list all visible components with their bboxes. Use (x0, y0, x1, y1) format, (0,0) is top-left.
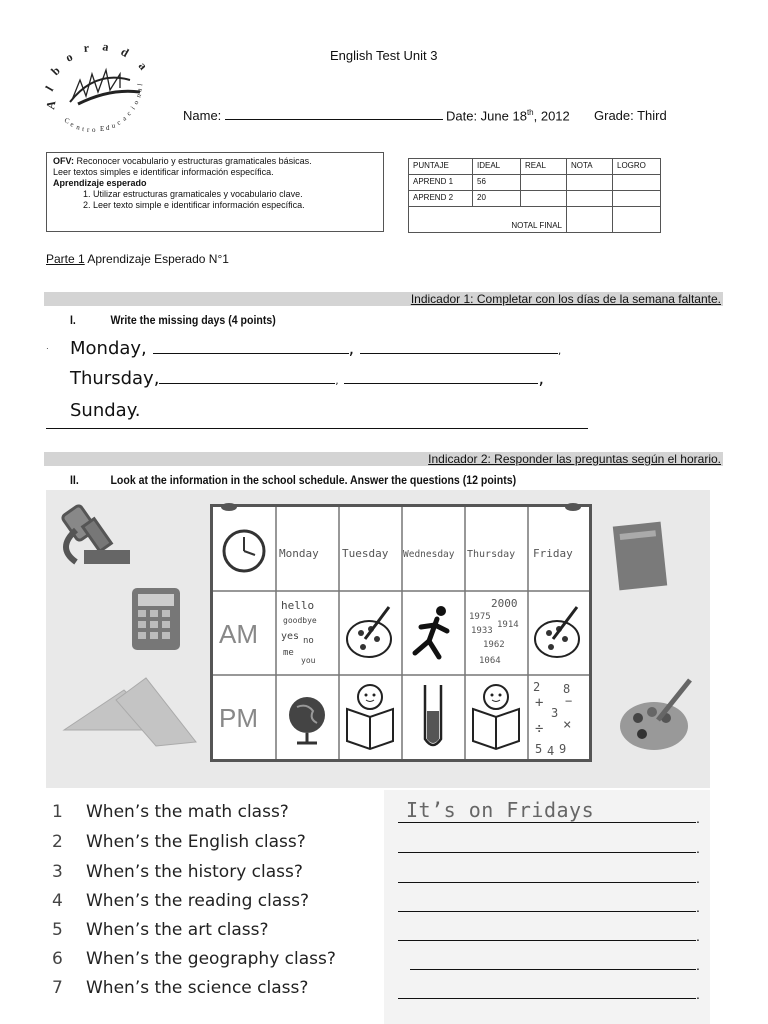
question-text: When’s the reading class? (86, 891, 309, 911)
question-number: 7 (52, 978, 63, 998)
day-blank[interactable] (153, 340, 349, 354)
question-number: 4 (52, 891, 63, 911)
indicator-1-text: Indicador 1: Completar con los días de la semana faltante. (410, 292, 721, 306)
ofv-text-2: Leer textos simples e identificar información específica. (53, 167, 274, 177)
table-cell[interactable] (567, 207, 613, 233)
palette-icon (535, 607, 579, 657)
test-title: English Test Unit 3 (330, 48, 438, 63)
comma: , (538, 368, 545, 389)
pm-label: PM (219, 703, 258, 733)
math-symbol: 4 (547, 744, 555, 758)
schedule-day: Monday (279, 547, 319, 560)
question-text: When’s the history class? (86, 862, 303, 882)
table-cell[interactable] (613, 207, 661, 233)
answer-period: . (696, 899, 700, 915)
date-field (446, 108, 570, 123)
days-line-3 (70, 400, 141, 421)
question-text: When’s the geography class? (86, 949, 336, 969)
english-word: yes (281, 631, 300, 642)
english-word: hello (281, 599, 315, 612)
answer-period: . (696, 840, 700, 856)
calculator-icon (132, 588, 180, 650)
section-2-text: Look at the information in the school schedule. Answer the questions (12 points) (110, 473, 517, 487)
table-header-row (409, 159, 661, 175)
book-icon (613, 522, 667, 591)
english-words (281, 599, 317, 665)
question-text: When’s the art class? (86, 920, 269, 940)
table-cell: APREND 2 (409, 191, 473, 207)
answer-blank[interactable] (398, 998, 696, 999)
section-1-title (70, 313, 276, 327)
question-number: 6 (52, 949, 63, 969)
history-numbers (469, 597, 519, 666)
table-cell: 20 (473, 191, 521, 207)
objective-item: 2. Leer texto simple e identificar información específica. (93, 200, 377, 211)
date-year: , 2012 (533, 108, 570, 124)
table-header: NOTA (567, 159, 613, 175)
table-cell: 56 (473, 175, 521, 191)
globe-icon (289, 697, 325, 743)
answer-blank[interactable] (398, 852, 696, 853)
ofv-label: OFV: (53, 156, 75, 166)
objective-item: 1. Utilizar estructuras gramaticales y vocabulario clave. (93, 189, 377, 200)
microscope-icon (61, 504, 130, 564)
part-label: Parte 1 (46, 252, 85, 266)
grade-field: Grade: Third (594, 108, 667, 123)
palette-icon (620, 680, 690, 750)
date-sup: th (526, 108, 534, 117)
test-tube-icon (425, 685, 441, 745)
ofv-text: Reconocer vocabulario y estructuras gramaticales básicas. (74, 156, 312, 166)
answer-area (384, 790, 710, 1024)
section-1-num: I. (70, 313, 76, 327)
days-line-2 (70, 368, 544, 389)
date-label: Date: June 18 (446, 108, 527, 124)
objectives-list (93, 189, 377, 211)
comma: , (557, 346, 562, 357)
running-person-icon (415, 606, 447, 657)
score-table (408, 158, 661, 233)
indicator-bar-1 (44, 292, 723, 306)
math-symbol: 8 (563, 682, 571, 696)
history-number: 1975 (469, 612, 491, 622)
history-number: 1962 (483, 640, 505, 650)
schedule-grid (210, 504, 592, 762)
section-1-text: Write the missing days (4 points) (110, 313, 276, 327)
objectives-box (46, 152, 384, 232)
palette-icon (347, 607, 391, 657)
table-cell[interactable] (567, 175, 613, 191)
math-symbol: − (565, 694, 573, 708)
pin-icon (563, 501, 583, 513)
answer-period: . (696, 870, 700, 886)
answer-period: . (696, 986, 700, 1002)
day-blank[interactable] (159, 370, 335, 384)
divider (46, 428, 588, 429)
schedule-day: Wednesday (403, 549, 455, 560)
question-number: 5 (52, 920, 63, 940)
section-2-title (70, 473, 516, 487)
indicator-2-text: Indicador 2: Responder las preguntas según el horario. (428, 452, 721, 466)
answer-blank[interactable] (398, 882, 696, 883)
answer-period: . (696, 957, 700, 973)
clock-icon (224, 531, 264, 571)
math-symbol: + (535, 695, 544, 711)
question-number: 1 (52, 802, 63, 822)
answer-blank[interactable] (398, 822, 696, 823)
comma: , (335, 376, 339, 387)
name-field[interactable] (183, 108, 443, 123)
day-blank[interactable] (344, 370, 538, 384)
table-row (409, 175, 661, 191)
part-text: Aprendizaje Esperado N°1 (84, 252, 229, 266)
table-cell: APREND 1 (409, 175, 473, 191)
table-header: PUNTAJE (409, 159, 473, 175)
question-text: When’s the science class? (86, 978, 309, 998)
table-cell[interactable] (521, 175, 567, 191)
comma: , (348, 338, 355, 359)
school-logo (40, 40, 160, 140)
question-text: When’s the English class? (86, 832, 306, 852)
math-symbols (533, 680, 572, 758)
table-header: IDEAL (473, 159, 521, 175)
reading-book-icon (347, 685, 393, 749)
english-word: goodbye (283, 616, 317, 625)
question-text: When’s the math class? (86, 802, 289, 822)
math-symbol: 3 (551, 706, 559, 720)
history-number: 1933 (471, 626, 493, 636)
table-cell[interactable] (613, 191, 661, 207)
math-symbol: 9 (559, 742, 567, 756)
logo-text-top: Albor a da (42, 40, 151, 111)
question-number: 2 (52, 832, 63, 852)
answer-period: . (696, 928, 700, 944)
final-grade-label: NOTAL FINAL (409, 207, 567, 233)
table-header: LOGRO (613, 159, 661, 175)
table-header: REAL (521, 159, 567, 175)
table-row (409, 191, 661, 207)
math-symbol: 2 (533, 680, 541, 694)
indicator-bar-2 (44, 452, 723, 466)
answer-period: . (696, 810, 700, 826)
table-cell[interactable] (521, 191, 567, 207)
history-number: 2000 (491, 597, 518, 610)
days-line-1 (70, 338, 561, 359)
history-number: 1914 (497, 620, 519, 630)
answer-blank[interactable] (398, 940, 696, 941)
day-blank[interactable] (360, 340, 558, 354)
name-label: Name: (183, 108, 222, 123)
table-cell[interactable] (613, 175, 661, 191)
reading-book-icon (473, 685, 519, 749)
schedule-day: Thursday (467, 549, 516, 560)
logo-text-bottom: Cent r o E ducacional (63, 83, 145, 134)
question-answer: It’s on Fridays (406, 798, 595, 822)
day-sunday: Sunday. (70, 400, 141, 421)
english-word: me (283, 648, 294, 658)
question-number: 3 (52, 862, 63, 882)
schedule-day: Friday (533, 547, 573, 560)
section-2-num: II. (70, 473, 79, 487)
answer-blank[interactable] (410, 969, 696, 970)
schedule-day: Tuesday (342, 547, 389, 560)
table-cell[interactable] (567, 191, 613, 207)
math-symbol: ÷ (535, 721, 544, 737)
name-blank[interactable] (225, 108, 443, 120)
day-monday: Monday, (70, 338, 147, 359)
math-symbol: × (563, 717, 572, 733)
history-number: 1064 (479, 656, 501, 666)
aprendizaje-label: Aprendizaje esperado (53, 178, 147, 188)
english-word: no (303, 636, 314, 646)
math-symbol: 5 (535, 742, 543, 756)
pin-icon (219, 501, 239, 513)
answer-blank[interactable] (398, 911, 696, 912)
bullet-mark: · (46, 344, 49, 353)
english-word: you (301, 656, 316, 665)
triangles-icon (64, 678, 196, 746)
am-label: AM (219, 619, 258, 649)
day-thursday: Thursday, (70, 368, 160, 389)
part-heading (46, 252, 229, 266)
table-row (409, 207, 661, 233)
